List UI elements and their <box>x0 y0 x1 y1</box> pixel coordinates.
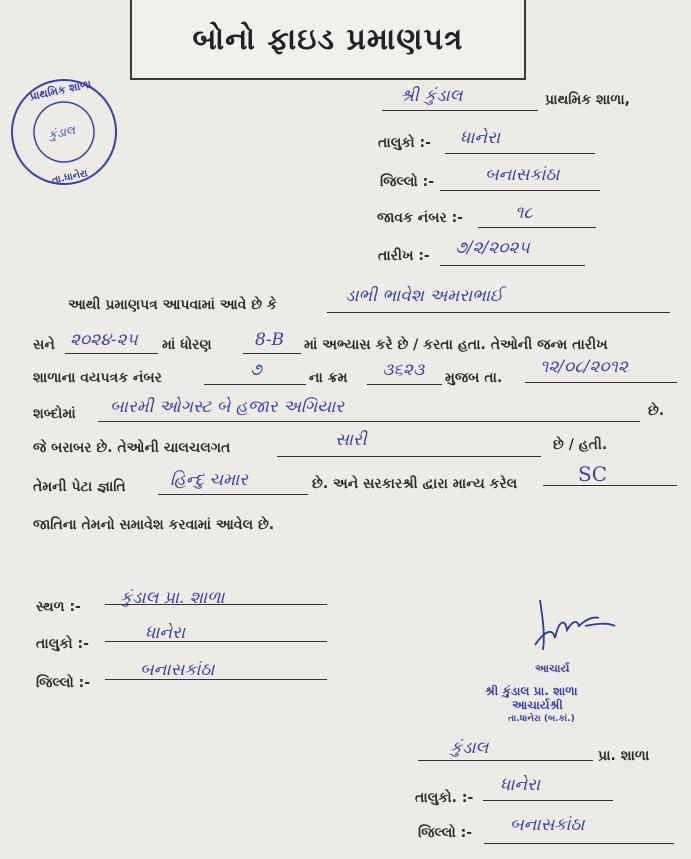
school-name-value: શ્રી કુંડાલ <box>400 86 463 106</box>
body-line4-suffix: છે. <box>648 403 665 419</box>
register-no-line <box>204 384 306 385</box>
footer-district-label: જિલ્લો :- <box>36 675 91 691</box>
signature-school-name: શ્રી કુંડાલ પ્રા. શાળા <box>485 684 578 698</box>
certificate-title-box <box>130 0 526 80</box>
school-stamp <box>4 72 124 192</box>
certificate-title: બોનો ફાઇડ પ્રમાણપત્ર <box>192 21 464 57</box>
header-district-line <box>440 190 600 191</box>
conduct-line <box>277 456 541 457</box>
stamp-center-text: કુંડાલ <box>46 122 77 143</box>
place-line <box>105 604 327 605</box>
header-district-value: બનાસકાંઠા <box>485 165 560 185</box>
place-value: કુંડાલ પ્રા. શાળા <box>120 588 225 608</box>
body-line2-prefix: સને <box>33 337 55 353</box>
body-line6-mid: છે. અને સરકારશ્રી દ્વારા માન્ય કરેલ <box>312 476 518 492</box>
school-name-line <box>382 110 538 111</box>
student-name-line <box>327 312 670 313</box>
standard-line <box>243 353 301 354</box>
date-label: તારીખ :- <box>378 248 430 264</box>
footer-taluka-label: તાલુકો :- <box>36 636 89 652</box>
signature-title-acharyashri: આચાર્યશ્રી <box>512 698 563 712</box>
footer-right-taluka-value: ધાનેરા <box>500 775 540 795</box>
outward-no-line <box>478 227 596 228</box>
body-line5-prefix: જે બરાબર છે. તેઓની ચાલચલગત <box>33 440 231 456</box>
footer-school-value: કુંડાલ <box>450 738 489 758</box>
category-value: SC <box>578 462 608 486</box>
conduct-value: સારી <box>335 430 367 450</box>
stamp-school-text: પ્રાથમિક શાળા <box>28 77 93 104</box>
student-name-value: ડાભી ભાવેશ અમરાભાઈ <box>345 286 504 306</box>
outward-no-value: ૧૮ <box>515 203 533 223</box>
body-line1-text: આથી પ્રમાણપત્ર આપવામાં આવે છે કે <box>68 297 277 313</box>
birth-date-value: ૧૨/૦૮/૨૦૧૨ <box>540 357 628 377</box>
academic-year-value: ૨૦૨૪-૨૫ <box>70 330 138 350</box>
footer-right-district-value: બનાસકાંઠા <box>510 815 585 835</box>
subcaste-value: હિન્દુ ચમાર <box>170 470 248 490</box>
body-line3-suffix: મુજબ તા. <box>445 370 503 386</box>
header-district-label: જિલ્લો :- <box>380 174 435 190</box>
header-taluka-value: ધાનેરા <box>460 128 500 148</box>
serial-no-line <box>367 384 442 385</box>
stamp-taluka-text: તા.ધાનેરા <box>50 168 89 187</box>
signature-sub: તા.ધાનેરા (બ.કાં.) <box>508 714 575 724</box>
body-line4-prefix: શબ્દોમાં <box>33 406 76 422</box>
footer-right-taluka-label: તાલુકો. :- <box>415 790 474 806</box>
body-line7: જાતિના તેમનો સમાવેશ કરવામાં આવેલ છે. <box>33 517 275 533</box>
body-line5-suffix: છે / હતી. <box>553 437 608 453</box>
footer-school-suffix: પ્રા. શાળા <box>598 748 650 764</box>
header-taluka-label: તાલુકો :- <box>378 135 431 151</box>
birth-date-words-value: બારમી ઓગસ્ટ બે હજાર અગિયાર <box>110 397 345 417</box>
body-line6-prefix: તેમની પેટા જ્ઞાતિ <box>33 479 126 495</box>
body-line2-mid: માં ધોરણ <box>162 337 212 353</box>
birth-date-line <box>525 382 677 383</box>
footer-school-line <box>418 760 593 761</box>
serial-no-value: ૩૬૨૩ <box>382 360 425 380</box>
birth-date-words-line <box>98 421 640 422</box>
place-label: સ્થળ :- <box>36 599 81 615</box>
outward-no-label: જાવક નંબર :- <box>377 210 463 226</box>
signature-title-acharya: આચાર્ય <box>535 662 570 675</box>
principal-signature <box>515 590 625 660</box>
footer-right-district-label: જિલ્લો :- <box>418 825 473 841</box>
header-taluka-line <box>445 153 595 154</box>
footer-taluka-value: ધાનેરા <box>145 623 185 643</box>
footer-taluka-line <box>105 641 327 642</box>
body-line2-suffix: માં અભ્યાસ કરે છે / કરતા હતા. તેઓની જન્મ તારીખ <box>304 337 608 353</box>
standard-value: 8-B <box>255 330 285 350</box>
category-line <box>543 485 677 486</box>
footer-district-value: બનાસકાંઠા <box>140 660 215 680</box>
date-line <box>440 265 585 266</box>
school-suffix: પ્રાથમિક શાળા, <box>545 92 630 108</box>
academic-year-line <box>65 353 158 354</box>
subcaste-line <box>158 494 308 495</box>
body-line3-mid: ના ક્રમ <box>309 370 348 386</box>
footer-right-taluka-line <box>483 800 613 801</box>
date-value: ૭/૨/૨૦૨૫ <box>455 238 530 258</box>
footer-district-line <box>105 679 327 680</box>
body-line3-prefix: શાળાના વયપત્રક નંબર <box>33 370 162 386</box>
footer-right-district-line <box>484 843 674 844</box>
register-no-value: ૭ <box>250 360 262 380</box>
